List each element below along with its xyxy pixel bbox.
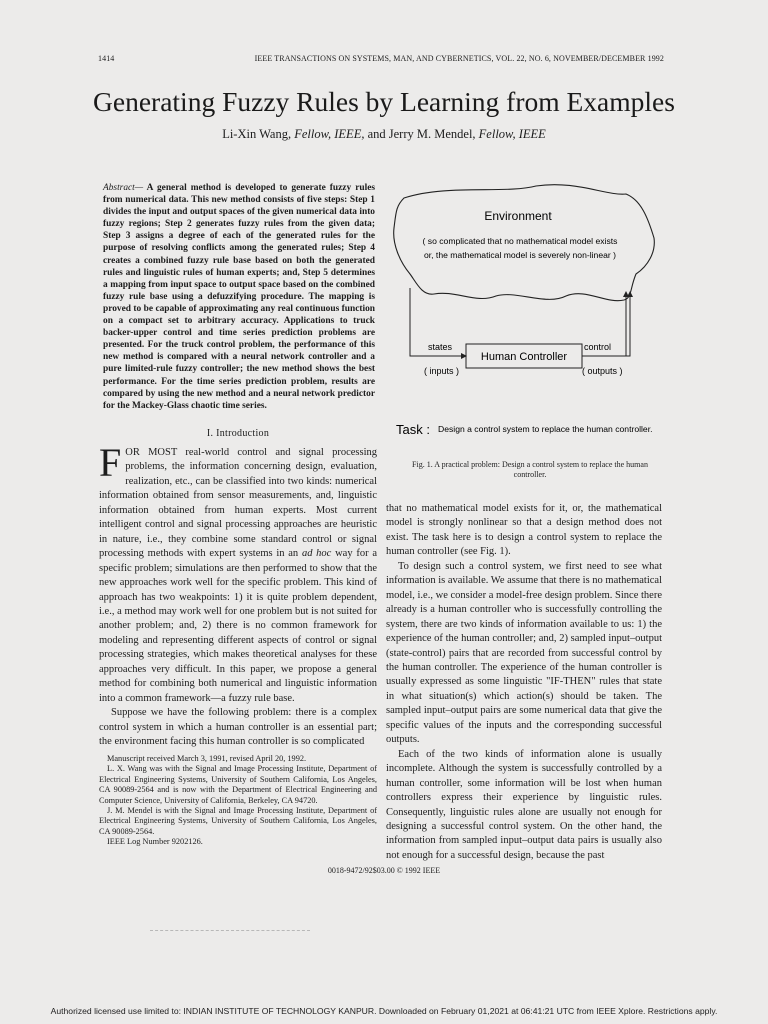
footnote-log: IEEE Log Number 9202126. xyxy=(107,837,203,847)
author-2-role: Fellow, IEEE xyxy=(478,127,546,141)
author-2: and Jerry M. Mendel, xyxy=(367,127,476,141)
footnotes xyxy=(99,754,377,848)
intro-p1-start: OR MOST real-world control and signal processing problems, the information concerning design, evaluation, realization, etc., can be classified into two kinds: numerical information obtained from sensor measurements, and, linguistic information obtained from human experts. Most current intelligent control and signal processing approaches are heuristic in nature, i.e., they combine some standard control or signal processing methods with expert systems in an xyxy=(99,447,377,560)
license-notice: Authorized licensed use limited to: INDIAN INSTITUTE OF TECHNOLOGY KANPUR. Downloaded on February 01,2021 at 06:41:21 UTC from IEEE Xplore. Restrictions apply. xyxy=(50,1006,718,1016)
footnote-received: Manuscript received March 3, 1991, revised April 20, 1992. xyxy=(107,754,307,763)
section-heading: I. Introduction xyxy=(206,428,270,439)
copyright-footer: 0018-9472/92$03.00 © 1992 IEEE xyxy=(327,866,441,875)
inputs-label: ( inputs ) xyxy=(424,366,460,376)
figure-1-diagram xyxy=(386,178,666,438)
abstract-text: A general method is developed to generate fuzzy rules from numerical data. This new method consists of five steps: Step 1 divides the input and output spaces of the given numerical data into fuzzy regions; Step 2 generates fuzzy rules from the given data; Step 3 assigns a degree of each of the generated rules for the purpose of resolving conflicts among the generated rules; Step 4 creates a combined fuzzy rule base based on both the generated rules and linguistic rules of human experts; and, Step 5 determines a mapping from input space to output space based on the combined fuzzy rule base using a defuzzifying procedure. The mapping is proved to be capable of approximating any real continuous function on a compact set to arbitrary accuracy. Applications to truck backer-upper control and time series prediction problems are presented. For the truck control problem, the performance of this new method is compared with a neural network controller and a pure limited-rule fuzzy controller; the new method shows the best performance. For the time series prediction problem, results are compared by using the new method and a neural network predictor for the Mackey-Glass chaotic time series. xyxy=(103,183,376,411)
intro-p1-italic: ad hoc xyxy=(301,548,332,560)
right-p2: To design such a control system, we first need to see what information is available. We assume that there is no mathematical model, i.e., we consider a model-free design problem. Since there already is a human controller who is successfully controlling the system, there are two kinds of information available to us: 1) the experience of the human controller; and, 2) sampled input–output (state-control) pairs that are recorded from successful control by the human controller. The experience of the human controller is usually expressed as some linguistic "IF-THEN" rules that state in what situation(s) which action(s) should be taken. The sampled input–output pairs are some numerical data that give the specific values of the inputs and the corresponding successful outputs. xyxy=(386,560,662,746)
control-label: control xyxy=(584,342,612,352)
environment-title: Environment xyxy=(484,209,552,223)
author-1: Li-Xin Wang, xyxy=(222,127,292,141)
abstract xyxy=(103,182,375,412)
right-p1: that no mathematical model exists for it, or, the mathematical model is strongly nonlinear so that a design method does not exist. The task here is to design a control system to replace the human controller (see Fig. 1). xyxy=(386,503,662,558)
drop-cap: F xyxy=(99,440,122,485)
author-line xyxy=(60,127,708,142)
intro-p1-end: way for a specific problem; simulations are then performed to show that the new approaches work well for the specific problem. This kind of approach has two weakpoints: 1) it is quite problem dependent, i.e., a method may work well for one problem but is not suited for another problem; and, 2) there is no common framework for modeling and representing different aspects of control or signal processing strategies, which makes theoretical analyses for these approaches very difficult. In this paper, we propose a general method for combining both numerical and linguistic information into a common framework—a fuzzy rule base. xyxy=(99,548,377,704)
faint-scan-mark xyxy=(150,930,310,932)
task-text: Design a control system to replace the human controller. xyxy=(438,424,653,434)
paper-title: Generating Fuzzy Rules by Learning from Examples xyxy=(93,86,675,117)
abstract-label: Abstract— xyxy=(103,183,144,193)
intro-p2: Suppose we have the following problem: there is a complex control system in which a human controller is an essential part; the environment facing this human controller is so complicated xyxy=(99,707,377,748)
right-column-text xyxy=(386,502,662,863)
author-1-role: Fellow, IEEE, xyxy=(294,127,365,141)
human-controller-label: Human Controller xyxy=(480,351,568,363)
introduction-text xyxy=(99,440,377,750)
right-p3: Each of the two kinds of information alone is usually incomplete. Although the system is successfully controlled by a human controller, some information will be lost when human controllers express their experience by linguistic rules. Consequently, linguistic rules alone are usually not enough for designing a successful control system. On the other hand, the information from sampled input–output data pairs is usually also not enough for a successful design, because the past xyxy=(386,748,662,861)
states-label: states xyxy=(428,342,453,352)
journal-name: IEEE TRANSACTIONS ON SYSTEMS, MAN, AND CYBERNETICS, VOL. 22, NO. 6, NOVEMBER/DECEMBER 1992 xyxy=(254,54,664,63)
outputs-label: ( outputs ) xyxy=(582,366,623,376)
figure-1-caption: Fig. 1. A practical problem: Design a control system to replace the human controller. xyxy=(412,460,648,479)
page-number: 1414 xyxy=(98,54,115,63)
footnote-wang: L. X. Wang was with the Signal and Image Processing Institute, Department of Electrical Engineering Systems, University of Southern California, Los Angeles, CA 90089-2564 and is now with the Department of Electrical Engineering and Computer Science, University of California, Berkeley, CA 94720. xyxy=(99,764,377,805)
environment-note-1: ( so complicated that no mathematical model exists xyxy=(422,236,618,246)
footnote-mendel: J. M. Mendel is with the Signal and Image Processing Institute, Department of Electrical Engineering Systems, University of Southern California, Los Angeles, CA 90089-2564. xyxy=(99,806,377,836)
environment-note-2: or, the mathematical model is severely non-linear ) xyxy=(423,250,617,260)
task-label: Task : xyxy=(396,422,430,437)
